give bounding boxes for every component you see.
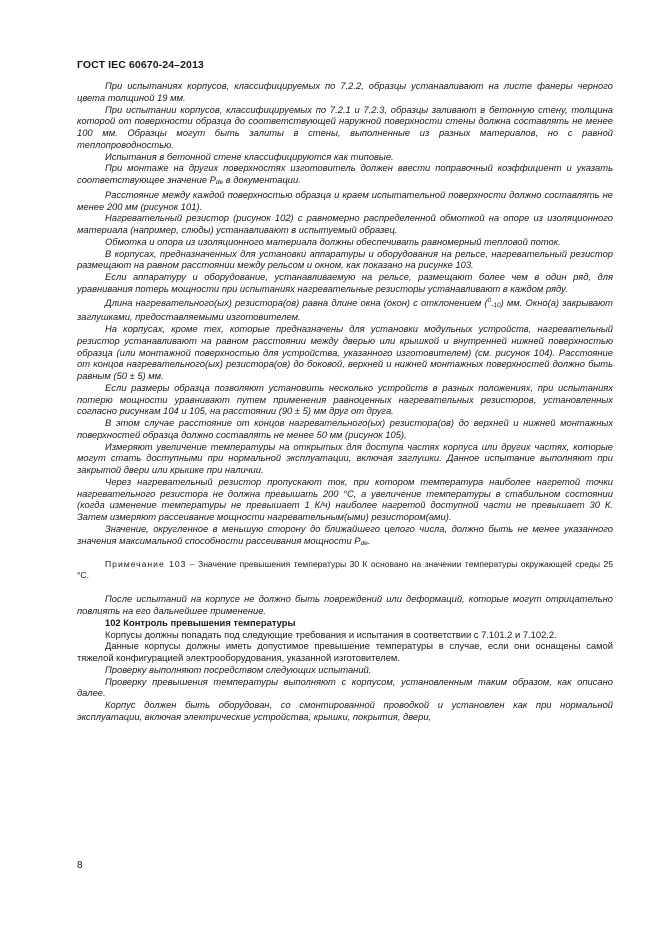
paragraph: Испытания в бетонной стене классифицируются как типовые.	[105, 150, 394, 162]
page-body	[77, 80, 613, 723]
paragraph	[77, 162, 613, 189]
paragraph-text: Длина нагревательного(ых) резистора(ов) равна длине окна (окон) с отклонением (	[105, 296, 488, 308]
paragraph: После испытаний на корпусе не должно быть повреждений или деформаций, которые могут отрицательно повлиять на его дальнейшее применение.	[77, 593, 613, 617]
paragraph: На корпусах, кроме тех, которые предназначены для установки модульных устройств, нагревательный резистор устанавливают на равном расстоянии между дверью или крышкой и внутренней нижней поверхностью образца (или монтажной поверхностью для устройства, указанного изготовителем) (см. рисунок 104). Расстояние от концов нагревательного(ых) резистора(ов) до боковой, верхней и нижней монтажных поверхностей должно быть равным (50 ± 5) мм.	[77, 323, 613, 382]
paragraph	[77, 523, 613, 550]
paragraph: Корпус должен быть оборудован, со смонтированной проводкой и установлен как при нормальной эксплуатации, включая электрические устройства, крышки, покрытия, двери,	[77, 699, 613, 722]
paragraph: Данные корпусы должны иметь допустимое превышение температуры в случае, если они оснащены самой тяжелой конфигурацией электрооборудования, указанной изготовителем.	[77, 640, 613, 664]
paragraph-text: При монтаже на других поверхностях изготовитель должен ввести поправочный коэффициент и указать соответствующее значение P	[77, 162, 613, 185]
note	[77, 559, 613, 581]
paragraph-text: ) мм. Окно(а) закрывают заглушками, предоставляемыми изготовителем.	[77, 296, 613, 323]
paragraph: Нагревательный резистор (рисунок 102) с равномерно распределенной обмоткой на опоре из изоляционного материала (например, слюды) устанавливают в испытуемый образец.	[77, 212, 613, 235]
paragraph: Корпусы должны попадать под следующие требования и испытания в соответствии с 7.101.2 и 7.102.2.	[105, 628, 557, 640]
paragraph: Если размеры образца позволяют установить несколько устройств в разных положениях, при испытаниях потерю мощности уравнивают путем применения равноценных нагревательных резисторов, установленных согласно рисункам 104 и 105, на расстоянии (90 ± 5) мм друг от друга.	[77, 381, 613, 417]
subscript: -10	[491, 301, 501, 309]
paragraph-text: Значение, округленное в меньшую сторону до ближайшего целого числа, должно быть не менее указанного значения максимальной способности рассеивания мощности P	[77, 522, 613, 546]
paragraph: Проверку выполняют посредством следующих испытаний.	[105, 663, 372, 675]
paragraph: Если аппаратуру и оборудование, устанавливаемую на рельсе, размещают более чем в один ряд, для уравнивания потерь мощности при испытаниях нагревательные резисторы устанавливают в каждом ряду.	[77, 271, 613, 294]
paragraph: Измеряют увеличение температуры на открытых для доступа частях корпуса или других частях, которые могут стать доступными при нормальной эксплуатации, включая заглушки. Данное испытание выполняют при закрытой двери или крышке при наличии.	[77, 440, 613, 476]
section-heading: 102 Контроль превышения температуры	[105, 616, 296, 628]
note-text: – Значение превышения температуры 30 К основано на значении температуры окружающей среды 25 °С.	[77, 559, 614, 581]
paragraph: Проверку превышения температуры выполняют с корпусом, установленным таким образом, как описано далее.	[77, 675, 613, 699]
superscript: 0	[487, 296, 492, 304]
paragraph: В корпусах, предназначенных для установки аппаратуры и оборудования на рельсе, нагревательный резистор размещают на равном расстоянии между рельсом и окном, как показано на рисунке 103.	[77, 247, 613, 271]
subscript: de	[360, 539, 368, 547]
paragraph-text: в документации.	[223, 174, 301, 185]
note-label: Примечание 103	[105, 559, 187, 570]
paragraph: Через нагревательный резистор пропускают ток, при котором температура наиболее нагретой точки нагревательного резистора не должна превышать 200 °С, а увеличение температуры в стабильном состоянии (когда изменение температуры не превышает 1 К/ч) наиболее нагретой доступной части не превышает 30 К. Затем измеряют рассеивание мощности нагревательным(ыми) резистором(ами).	[77, 475, 613, 523]
subscript: de	[215, 179, 224, 186]
paragraph: В этом случае расстояние от концов нагревательного(ых) резистора(ов) до верхней и нижней монтажных поверхностей образца должно составлять не менее 50 мм (рисунок 105).	[77, 417, 613, 440]
page-number: 8	[77, 860, 83, 871]
paragraph	[77, 295, 613, 324]
paragraph: При испытании корпусов, классифицируемых по 7.2.1 и 7.2.3, образцы заливают в бетонную стену, толщина которой от поверхности образца до соответствующей наружной поверхности стены должна составлять не менее 100 мм. Образцы могут быть залиты в стены, выполненные из разных материалов, но с равной теплопроводностью.	[77, 103, 613, 150]
document-code-header: ГОСТ IEC 60670-24–2013	[77, 59, 204, 71]
paragraph-text: .	[367, 534, 371, 546]
paragraph: При испытаниях корпусов, классифицируемых по 7.2.2, образцы устанавливают на листе фанеры черного цвета толщиной 19 мм.	[77, 80, 613, 103]
paragraph: Обмотка и опора из изоляционного материала должны обеспечивать равномерный тепловой поток.	[105, 235, 561, 247]
paragraph: Расстояние между каждой поверхностью образца и краем испытательной поверхности должно составлять не менее 200 мм (рисунок 101).	[77, 188, 613, 212]
